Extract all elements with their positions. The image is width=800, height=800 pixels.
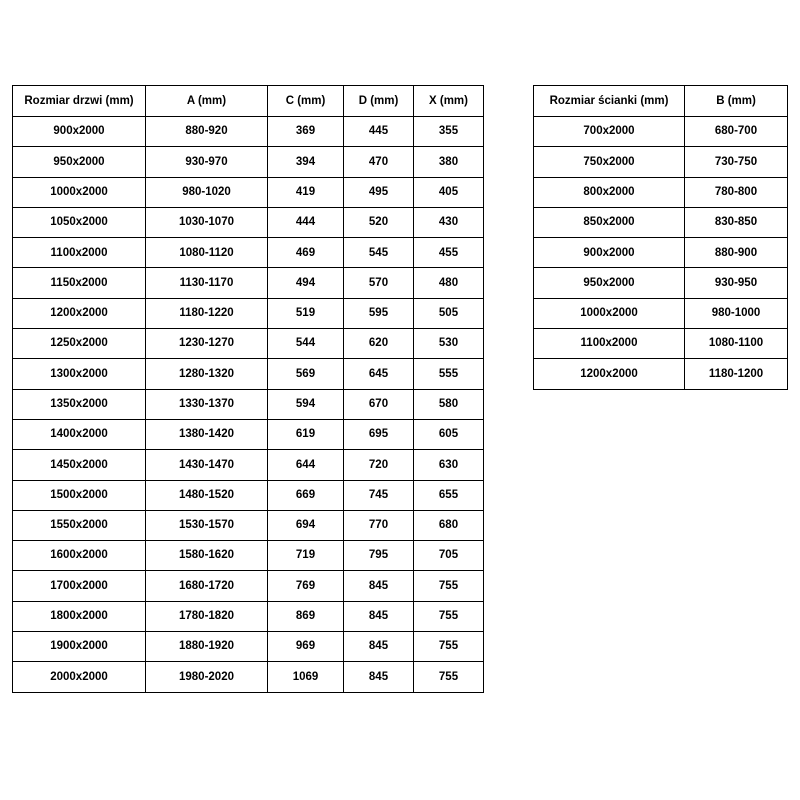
- cell-c: 669: [268, 480, 344, 510]
- cell-door-size: 900x2000: [13, 117, 146, 147]
- cell-c: 444: [268, 207, 344, 237]
- cell-a: 1330-1370: [146, 389, 268, 419]
- cell-door-size: 2000x2000: [13, 662, 146, 692]
- table-row: [534, 359, 788, 389]
- cell-door-size: 1050x2000: [13, 207, 146, 237]
- cell-x: 505: [414, 298, 484, 328]
- cell-a: 980-1020: [146, 177, 268, 207]
- cell-c: 394: [268, 147, 344, 177]
- cell-b: 930-950: [685, 268, 788, 298]
- walls-table-header: [534, 86, 788, 117]
- cell-a: 1030-1070: [146, 207, 268, 237]
- table-row: [534, 117, 788, 147]
- doors-size-table-container: [12, 85, 484, 693]
- cell-door-size: 1550x2000: [13, 510, 146, 540]
- cell-c: 494: [268, 268, 344, 298]
- cell-b: 680-700: [685, 117, 788, 147]
- table-row: [13, 268, 484, 298]
- cell-d: 595: [344, 298, 414, 328]
- cell-a: 1880-1920: [146, 632, 268, 662]
- table-row: [534, 177, 788, 207]
- cell-x: 605: [414, 419, 484, 449]
- table-row: [13, 510, 484, 540]
- table-row: [13, 450, 484, 480]
- table-row: [13, 571, 484, 601]
- table-row: [13, 662, 484, 692]
- cell-wall-size: 1200x2000: [534, 359, 685, 389]
- cell-a: 1280-1320: [146, 359, 268, 389]
- cell-b: 880-900: [685, 238, 788, 268]
- cell-a: 930-970: [146, 147, 268, 177]
- wall-size-table: [533, 85, 788, 390]
- cell-door-size: 1100x2000: [13, 238, 146, 268]
- cell-b: 1080-1100: [685, 329, 788, 359]
- column-header-x: X (mm): [414, 86, 484, 117]
- table-row: [13, 238, 484, 268]
- cell-door-size: 1800x2000: [13, 601, 146, 631]
- cell-door-size: 1200x2000: [13, 298, 146, 328]
- cell-d: 845: [344, 601, 414, 631]
- cell-x: 480: [414, 268, 484, 298]
- column-header-wall-size: Rozmiar ścianki (mm): [534, 86, 685, 117]
- table-row: [534, 207, 788, 237]
- cell-d: 670: [344, 389, 414, 419]
- cell-c: 469: [268, 238, 344, 268]
- cell-door-size: 1450x2000: [13, 450, 146, 480]
- cell-d: 695: [344, 419, 414, 449]
- cell-x: 380: [414, 147, 484, 177]
- cell-x: 705: [414, 541, 484, 571]
- cell-door-size: 1500x2000: [13, 480, 146, 510]
- table-row: [13, 601, 484, 631]
- cell-x: 455: [414, 238, 484, 268]
- cell-door-size: 1700x2000: [13, 571, 146, 601]
- cell-b: 730-750: [685, 147, 788, 177]
- cell-b: 980-1000: [685, 298, 788, 328]
- cell-door-size: 1150x2000: [13, 268, 146, 298]
- cell-door-size: 1400x2000: [13, 419, 146, 449]
- table-header-row: [534, 86, 788, 117]
- cell-d: 645: [344, 359, 414, 389]
- cell-c: 569: [268, 359, 344, 389]
- cell-d: 845: [344, 662, 414, 692]
- table-row: [13, 329, 484, 359]
- cell-d: 445: [344, 117, 414, 147]
- cell-a: 1180-1220: [146, 298, 268, 328]
- cell-d: 470: [344, 147, 414, 177]
- cell-x: 430: [414, 207, 484, 237]
- cell-door-size: 1250x2000: [13, 329, 146, 359]
- cell-c: 719: [268, 541, 344, 571]
- doors-table-body: [13, 117, 484, 693]
- cell-wall-size: 1000x2000: [534, 298, 685, 328]
- cell-x: 555: [414, 359, 484, 389]
- cell-c: 869: [268, 601, 344, 631]
- table-row: [13, 389, 484, 419]
- cell-a: 880-920: [146, 117, 268, 147]
- table-row: [13, 480, 484, 510]
- cell-wall-size: 850x2000: [534, 207, 685, 237]
- table-row: [13, 419, 484, 449]
- cell-wall-size: 750x2000: [534, 147, 685, 177]
- cell-b: 830-850: [685, 207, 788, 237]
- table-row: [534, 268, 788, 298]
- table-row: [534, 329, 788, 359]
- cell-c: 644: [268, 450, 344, 480]
- cell-x: 355: [414, 117, 484, 147]
- table-row: [13, 117, 484, 147]
- cell-x: 755: [414, 662, 484, 692]
- cell-x: 655: [414, 480, 484, 510]
- table-row: [13, 359, 484, 389]
- cell-wall-size: 700x2000: [534, 117, 685, 147]
- table-row: [13, 298, 484, 328]
- cell-door-size: 1350x2000: [13, 389, 146, 419]
- cell-a: 1530-1570: [146, 510, 268, 540]
- cell-a: 1130-1170: [146, 268, 268, 298]
- cell-c: 694: [268, 510, 344, 540]
- cell-x: 405: [414, 177, 484, 207]
- table-header-row: [13, 86, 484, 117]
- column-header-a: A (mm): [146, 86, 268, 117]
- cell-a: 1230-1270: [146, 329, 268, 359]
- cell-a: 1580-1620: [146, 541, 268, 571]
- cell-d: 845: [344, 571, 414, 601]
- cell-c: 519: [268, 298, 344, 328]
- table-row: [13, 207, 484, 237]
- table-row: [13, 147, 484, 177]
- table-row: [13, 541, 484, 571]
- cell-door-size: 1600x2000: [13, 541, 146, 571]
- cell-a: 1380-1420: [146, 419, 268, 449]
- wall-size-table-container: [533, 85, 788, 390]
- cell-x: 755: [414, 571, 484, 601]
- cell-x: 530: [414, 329, 484, 359]
- cell-wall-size: 1100x2000: [534, 329, 685, 359]
- cell-a: 1980-2020: [146, 662, 268, 692]
- cell-x: 680: [414, 510, 484, 540]
- cell-c: 1069: [268, 662, 344, 692]
- cell-c: 419: [268, 177, 344, 207]
- table-row: [13, 177, 484, 207]
- table-row: [534, 298, 788, 328]
- cell-c: 619: [268, 419, 344, 449]
- cell-door-size: 950x2000: [13, 147, 146, 177]
- cell-a: 1080-1120: [146, 238, 268, 268]
- cell-d: 795: [344, 541, 414, 571]
- doors-size-table: [12, 85, 484, 693]
- cell-a: 1430-1470: [146, 450, 268, 480]
- table-row: [534, 238, 788, 268]
- cell-wall-size: 800x2000: [534, 177, 685, 207]
- cell-d: 745: [344, 480, 414, 510]
- cell-d: 545: [344, 238, 414, 268]
- doors-table-header: [13, 86, 484, 117]
- cell-d: 720: [344, 450, 414, 480]
- column-header-b: B (mm): [685, 86, 788, 117]
- cell-wall-size: 950x2000: [534, 268, 685, 298]
- cell-d: 620: [344, 329, 414, 359]
- cell-c: 369: [268, 117, 344, 147]
- cell-door-size: 1300x2000: [13, 359, 146, 389]
- column-header-c: C (mm): [268, 86, 344, 117]
- cell-a: 1780-1820: [146, 601, 268, 631]
- cell-a: 1480-1520: [146, 480, 268, 510]
- cell-c: 594: [268, 389, 344, 419]
- walls-table-body: [534, 117, 788, 390]
- cell-wall-size: 900x2000: [534, 238, 685, 268]
- cell-c: 544: [268, 329, 344, 359]
- cell-c: 969: [268, 632, 344, 662]
- cell-b: 1180-1200: [685, 359, 788, 389]
- cell-d: 495: [344, 177, 414, 207]
- table-row: [534, 147, 788, 177]
- cell-d: 770: [344, 510, 414, 540]
- cell-d: 520: [344, 207, 414, 237]
- cell-door-size: 1900x2000: [13, 632, 146, 662]
- table-row: [13, 632, 484, 662]
- cell-c: 769: [268, 571, 344, 601]
- cell-x: 755: [414, 632, 484, 662]
- cell-x: 580: [414, 389, 484, 419]
- cell-x: 755: [414, 601, 484, 631]
- cell-x: 630: [414, 450, 484, 480]
- cell-a: 1680-1720: [146, 571, 268, 601]
- cell-b: 780-800: [685, 177, 788, 207]
- cell-d: 845: [344, 632, 414, 662]
- column-header-door-size: Rozmiar drzwi (mm): [13, 86, 146, 117]
- cell-d: 570: [344, 268, 414, 298]
- column-header-d: D (mm): [344, 86, 414, 117]
- cell-door-size: 1000x2000: [13, 177, 146, 207]
